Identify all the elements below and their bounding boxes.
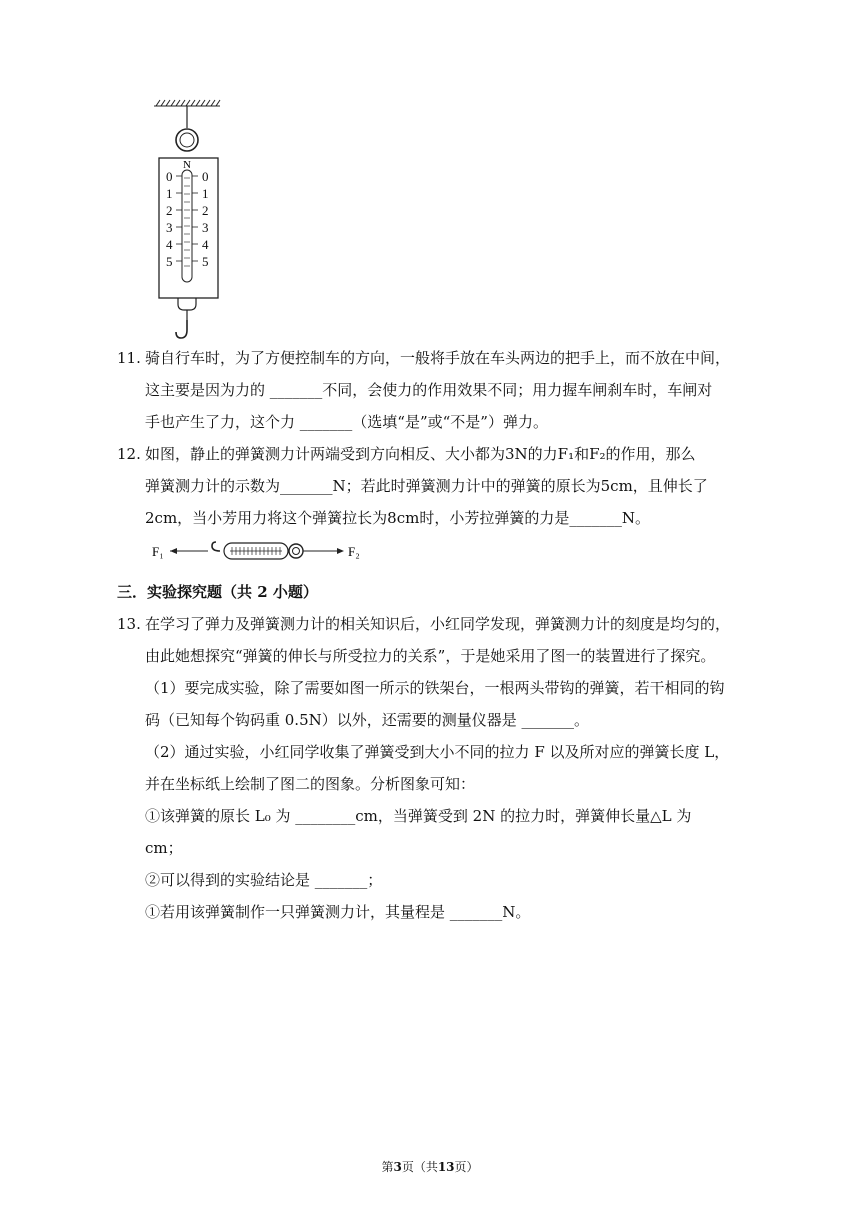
right-scale-label: 3 <box>202 220 209 235</box>
question-number-12: 12. <box>117 445 141 463</box>
left-scale-label: 2 <box>166 203 173 218</box>
ceiling-hatch <box>154 100 220 106</box>
hook-icon <box>176 320 187 338</box>
q13-line1: 在学习了弹力及弹簧测力计的相关知识后，小红同学发现，弹簧测力计的刻度是均匀的， <box>145 615 731 633</box>
spring-scale-figure <box>150 98 230 342</box>
q12-line3: 2cm，当小芳用力将这个弹簧拉长为8cm时，小芳拉弹簧的力是_______N。 <box>145 509 650 527</box>
q11-line1: 骑自行车时，为了方便控制车的方向，一般将手放在车头两边的把手上，而不放在中间， <box>145 349 731 367</box>
question-number-13: 13. <box>117 615 141 633</box>
q12-line1: 如图，静止的弹簧测力计两端受到方向相反、大小都为3N的力F₁和F₂的作用，那么 <box>145 445 696 463</box>
q13-line6: 并在坐标纸上绘制了图二的图象。分析图象可知： <box>145 775 476 793</box>
right-scale-label: 0 <box>202 169 209 184</box>
right-scale-ticks <box>192 176 198 261</box>
q11-line3: 手也产生了力，这个力 _______（选填“是”或“不是”）弹力。 <box>145 413 548 431</box>
q11-line2: 这主要是因为力的 _______不同，会使力的作用效果不同；用力握车闸刹车时，车闸对 <box>145 381 713 399</box>
horizontal-spring-scale-figure <box>150 538 370 564</box>
right-scale-label: 4 <box>202 237 209 252</box>
right-scale-label: 5 <box>202 254 209 269</box>
top-ring <box>176 129 198 151</box>
force-label-f1: F₁ <box>152 544 164 559</box>
right-scale-label: 2 <box>202 203 209 218</box>
footer-total-pages: 13 <box>437 1160 455 1174</box>
bottom-clip <box>178 298 196 310</box>
q13-line3: （1）要完成实验，除了需要如图一所示的铁架台，一根两头带钩的弹簧，若干相同的钩 <box>145 679 725 697</box>
force-label-f2: F₂ <box>348 544 360 559</box>
q12-line2: 弹簧测力计的示数为_______N；若此时弹簧测力计中的弹簧的原长为5cm，且伸长了 <box>145 477 708 495</box>
left-scale-label: 1 <box>166 186 173 201</box>
arrow-right-icon <box>337 548 344 554</box>
footer-middle: 页（共 <box>401 1160 438 1174</box>
left-scale-label: 4 <box>166 237 173 252</box>
q13-line8: cm； <box>145 839 183 857</box>
left-scale-label: 3 <box>166 220 173 235</box>
question-number-11: 11. <box>117 349 141 367</box>
page-footer <box>0 1158 860 1175</box>
q13-line7: ①该弹簧的原长 L₀ 为 ________cm，当弹簧受到 2N 的拉力时，弹簧伸长量△L 为 <box>145 807 692 825</box>
left-scale-label: 5 <box>166 254 173 269</box>
q13-line9: ②可以得到的实验结论是 _______； <box>145 871 383 889</box>
arrow-left-icon <box>170 548 177 554</box>
footer-page-number: 3 <box>393 1160 402 1174</box>
section-heading: 三．实验探究题（共 2 小题） <box>117 583 318 601</box>
footer-prefix: 第 <box>381 1160 394 1174</box>
left-scale-ticks <box>176 176 182 261</box>
footer-suffix: 页） <box>454 1160 479 1174</box>
end-ring <box>289 544 303 558</box>
hook-icon <box>212 542 220 551</box>
q13-line2: 由此她想探究“弹簧的伸长与所受拉力的关系”，于是她采用了图一的装置进行了探究。 <box>145 647 716 665</box>
scale-unit-label: N <box>183 159 191 171</box>
q13-line5: （2）通过实验，小红同学收集了弹簧受到大小不同的拉力 F 以及所对应的弹簧长度 L， <box>145 743 730 761</box>
right-scale-label: 1 <box>202 186 209 201</box>
left-scale-label: 0 <box>166 169 173 184</box>
q13-line4: 码（已知每个钩码重 0.5N）以外，还需要的测量仪器是 _______。 <box>145 711 590 729</box>
q13-line10: ①若用该弹簧制作一只弹簧测力计，其量程是 _______N。 <box>145 903 531 921</box>
